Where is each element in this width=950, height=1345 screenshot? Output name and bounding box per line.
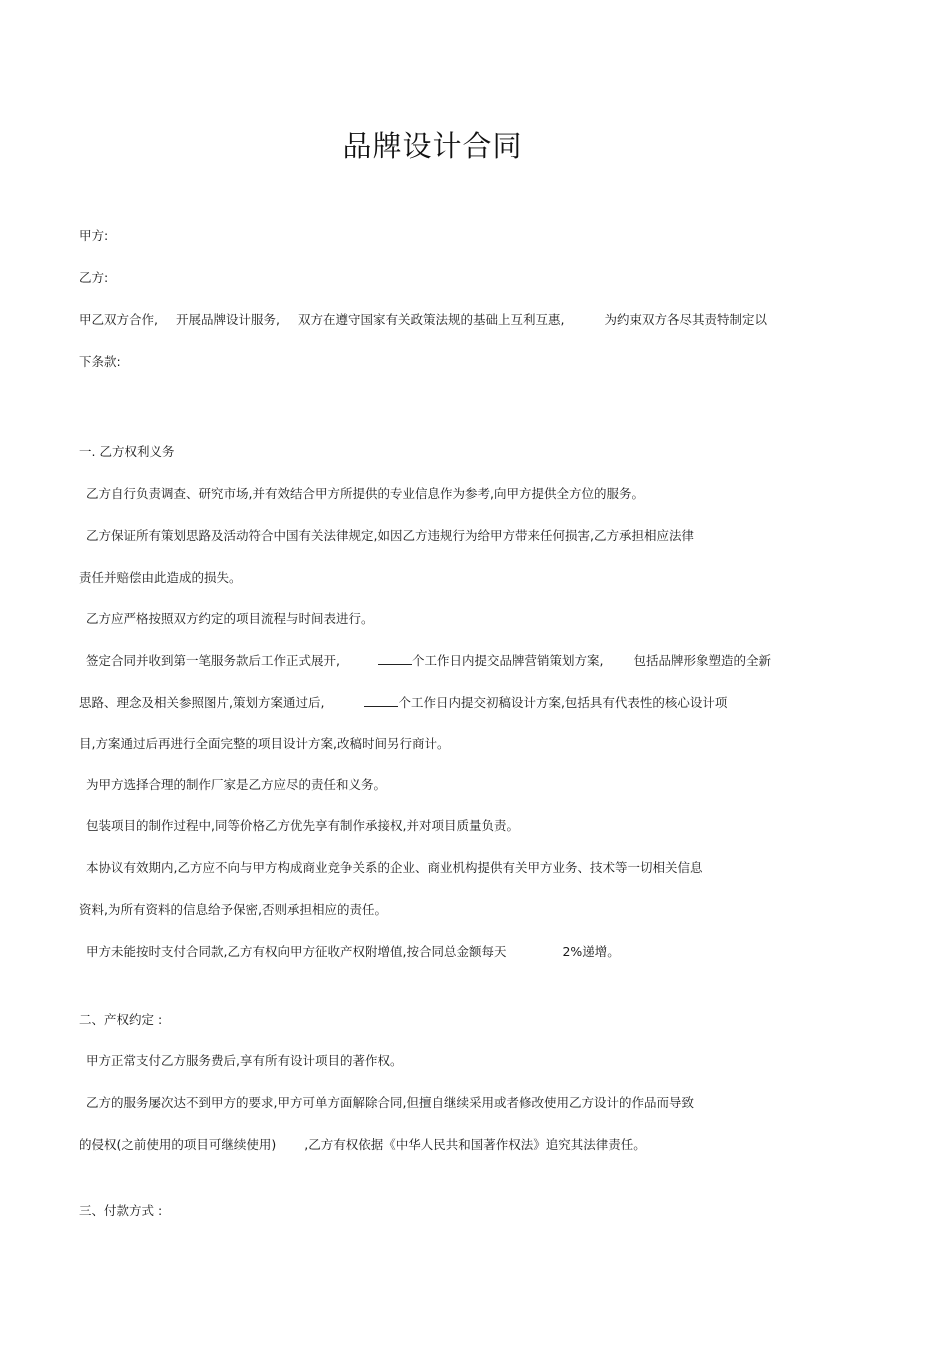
item-8-part-a: 甲方未能按时支付合同款,乙方有权向甲方征收产权附增值,按合同总金额每天 (86, 944, 507, 959)
section-2-heading: 二、产权约定 : (79, 1012, 163, 1027)
section-1-item-1: 乙方自行负责调查、研究市场,并有效结合甲方所提供的专业信息作为参考,向甲方提供全方位的服务。 (86, 486, 644, 501)
party-a-label: 甲方: (79, 228, 109, 243)
section-2-item-2-line-2 (79, 1137, 646, 1153)
section-1-item-7-line-2: 资料,为所有资料的信息给予保密,否则承担相应的责任。 (79, 902, 387, 917)
section-2-item-2-line-1: 乙方的服务屡次达不到甲方的要求,甲方可单方面解除合同,但擅自继续采用或者修改使用乙方设计的作品而导致 (86, 1095, 694, 1110)
intro-line-1 (79, 312, 767, 328)
section-1-item-3: 乙方应严格按照双方约定的项目流程与时间表进行。 (86, 611, 374, 626)
item-8-part-b: 2%递增。 (562, 944, 620, 959)
document-title: 品牌设计合同 (342, 129, 523, 163)
item-4-part-c: 包括品牌形象塑造的全新 (633, 653, 771, 668)
intro-part-4: 为约束双方各尽其责特制定以 (604, 312, 767, 327)
section-3-heading: 三、付款方式 : (79, 1203, 163, 1218)
item-4-part-d: 思路、理念及相关参照图片,策划方案通过后, (79, 695, 325, 710)
item-4-part-e: 个工作日内提交初稿设计方案,包括具有代表性的核心设计项 (398, 695, 728, 710)
blank-workdays-1 (378, 652, 412, 665)
section-2-item-2-part-b: ,乙方有权依据《中华人民共和国著作权法》追究其法律责任。 (304, 1137, 646, 1152)
item-4-part-b: 个工作日内提交品牌营销策划方案, (411, 653, 604, 668)
intro-line-2: 下条款: (79, 354, 121, 369)
item-4-part-a: 签定合同并收到第一笔服务款后工作正式展开, (86, 653, 340, 668)
party-b-label: 乙方: (79, 270, 109, 285)
section-1-item-7-line-1: 本协议有效期内,乙方应不向与甲方构成商业竞争关系的企业、商业机构提供有关甲方业务、技术等一切相关信息 (86, 860, 703, 875)
intro-part-1: 甲乙双方合作, (79, 312, 158, 327)
blank-workdays-2 (364, 694, 398, 707)
section-2-item-1: 甲方正常支付乙方服务费后,享有所有设计项目的著作权。 (86, 1053, 403, 1068)
section-2-item-2-part-a: 的侵权(之前使用的项目可继续使用) (79, 1137, 277, 1152)
section-1-item-4-line-3: 目,方案通过后再进行全面完整的项目设计方案,改稿时间另行商计。 (79, 736, 450, 751)
section-1-item-8 (86, 944, 620, 960)
intro-part-3: 双方在遵守国家有关政策法规的基础上互利互惠, (297, 312, 565, 327)
section-1-item-4-line-1 (86, 652, 771, 669)
section-1-item-6: 包装项目的制作过程中,同等价格乙方优先享有制作承接权,并对项目质量负责。 (86, 818, 519, 833)
intro-part-2: 开展品牌设计服务, (175, 312, 280, 327)
section-1-item-4-line-2 (79, 694, 727, 711)
section-1-item-2-line-1: 乙方保证所有策划思路及活动符合中国有关法律规定,如因乙方违规行为给甲方带来任何损害,乙方承担相应法律 (86, 528, 694, 543)
section-1-item-5: 为甲方选择合理的制作厂家是乙方应尽的责任和义务。 (86, 777, 387, 792)
section-1-heading: 一. 乙方权利义务 (79, 444, 175, 459)
section-1-item-2-line-2: 责任并赔偿由此造成的损失。 (79, 570, 242, 585)
